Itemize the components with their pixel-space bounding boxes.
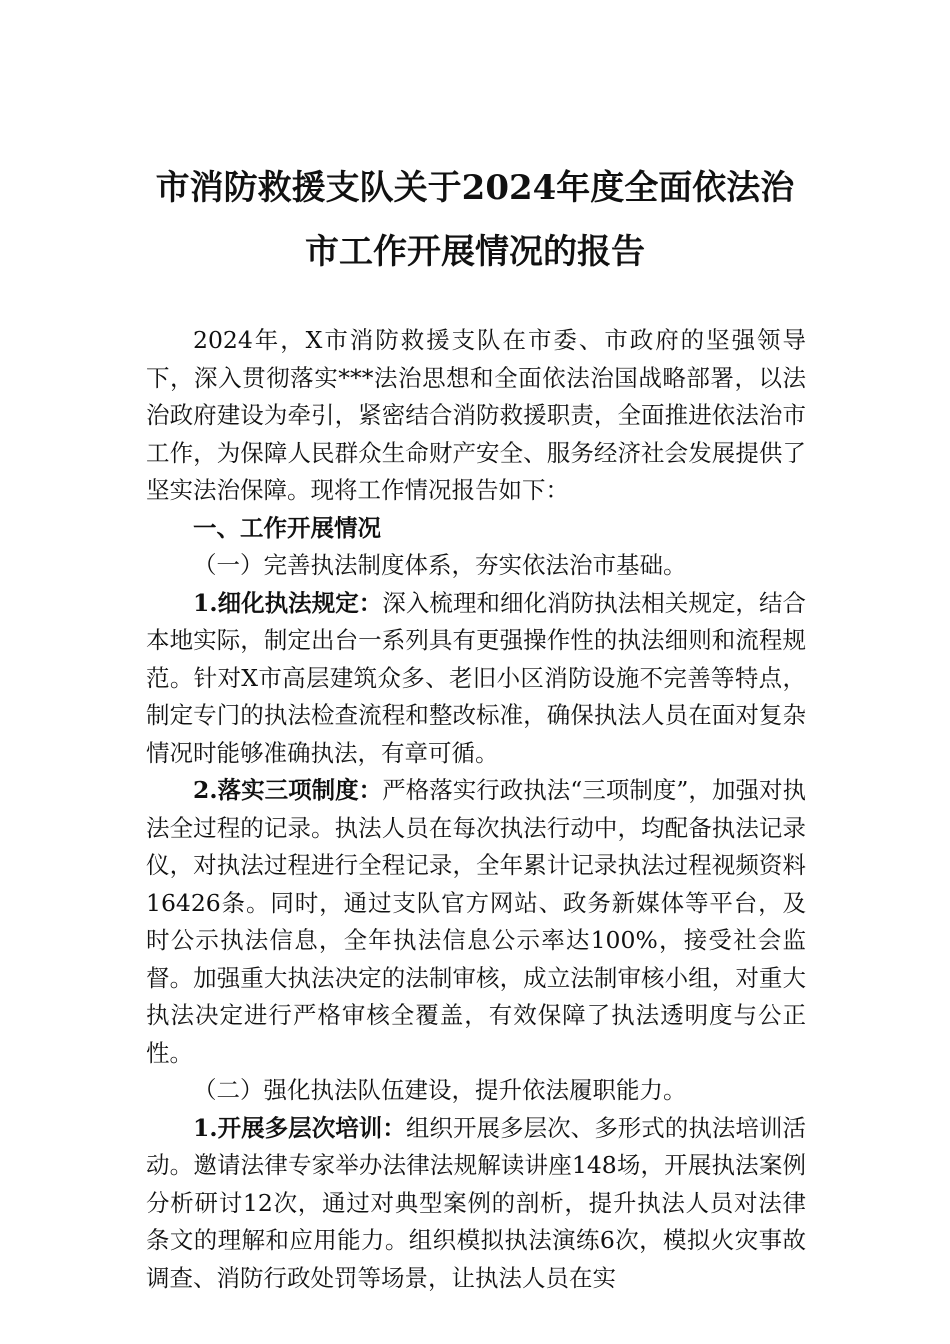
item-paragraph-1 [146, 585, 806, 773]
item-text-1: 深入梳理和细化消防执法相关规定，结合本地实际，制定出台一系列具有更强操作性的执法细则和流程规范。针对X市高层建筑众多、老旧小区消防设施不完善等特点，制定专门的执法检查流程和整改标准，确保执法人员在面对复杂情况时能够准确执法，有章可循。 [146, 588, 806, 767]
item-text-3: 组织开展多层次、多形式的执法培训活动。邀请法律专家举办法律法规解读讲座148场，开展执法案例分析研讨12次，通过对典型案例的剖析，提升执法人员对法律条文的理解和应用能力。组织模拟执法演练6次，模拟火灾事故调查、消防行政处罚等场景，让执法人员在实 [146, 1113, 807, 1292]
subsection-heading-2: （二）强化执法队伍建设，提升依法履职能力。 [193, 1076, 687, 1104]
item-paragraph-3 [146, 1110, 806, 1298]
item-lead-1: 1.细化执法规定： [193, 588, 383, 617]
item-lead-2: 2.落实三项制度： [193, 776, 383, 804]
section-heading-1: 一、工作开展情况 [193, 513, 381, 542]
document-body [146, 322, 806, 1297]
document-title-line-1: 市消防救援支队关于2024年度全面依法治 [155, 168, 795, 208]
intro-paragraph: 2024年，X市消防救援支队在市委、市政府的坚强领导下，深入贯彻落实***法治思想和全面依法治国战略部署，以法治政府建设为牵引，紧密结合消防救援职责，全面推进依法治市工作，为保障人民群众生命财产安全、服务经济社会发展提供了坚实法治保障。现将工作情况报告如下： [146, 326, 806, 504]
subsection-heading-1: （一）完善执法制度体系，夯实依法治市基础。 [193, 551, 687, 579]
item-lead-3: 1.开展多层次培训： [193, 1113, 406, 1142]
item-paragraph-2 [146, 772, 806, 1072]
document-title-line-2: 市工作开展情况的报告 [305, 232, 645, 272]
item-text-2: 严格落实行政执法“三项制度”，加强对执法全过程的记录。执法人员在每次执法行动中，均配备执法记录仪，对执法过程进行全程记录，全年累计记录执法过程视频资料16426条。同时，通过支队官方网站、政务新媒体等平台，及时公示执法信息，全年执法信息公示率达100%，接受社会监督。加强重大执法决定的法制审核，成立法制审核小组，对重大执法决定进行严格审核全覆盖，有效保障了执法透明度与公正性。 [146, 776, 806, 1067]
